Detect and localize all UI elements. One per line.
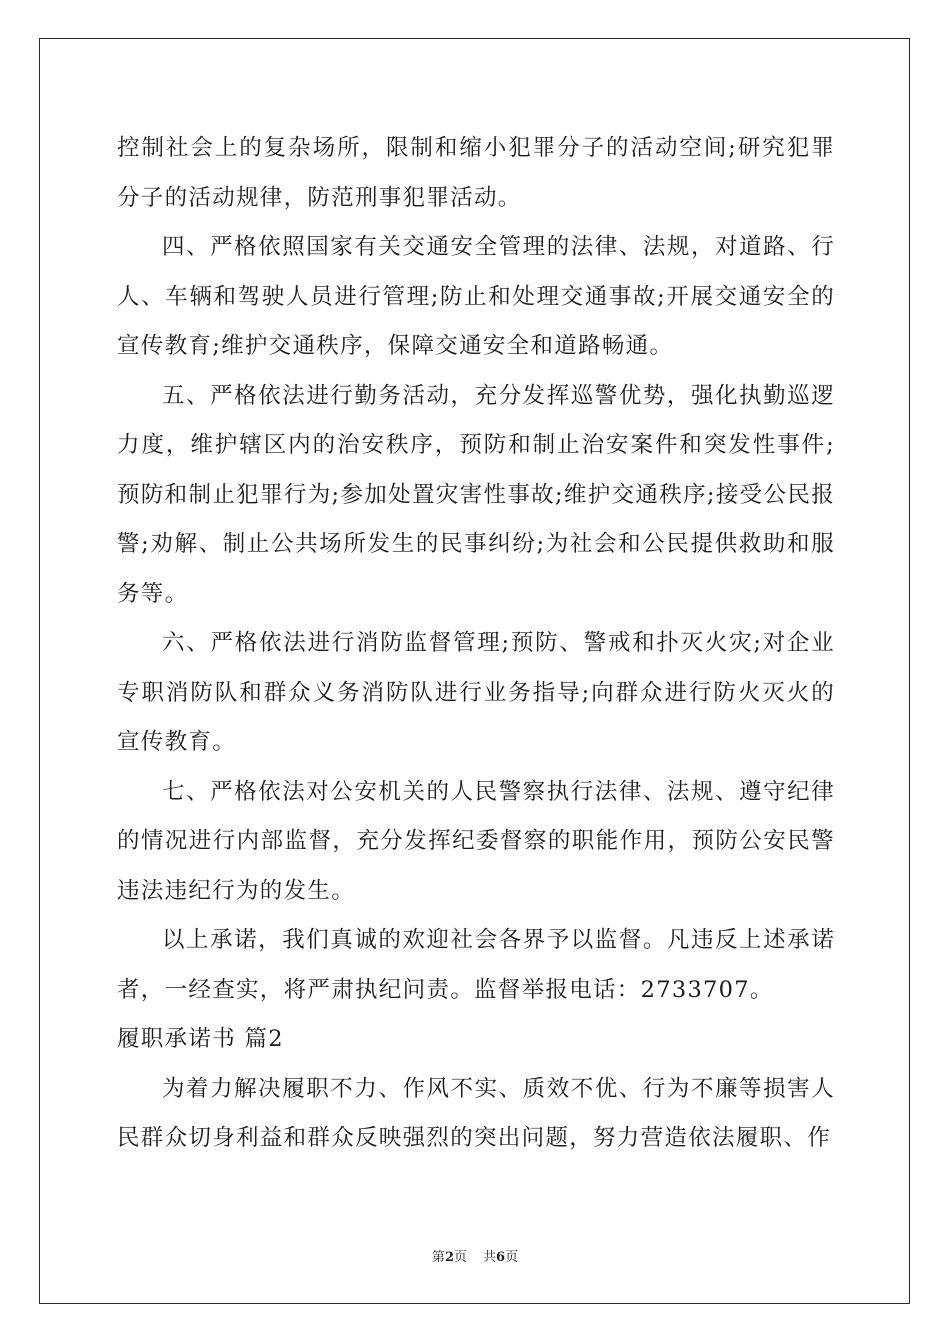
page-footer (0, 1246, 950, 1265)
paragraph-item-7: 七、严格依法对公安机关的人民警察执行法律、法规、遵守纪律的情况进行内部监督，充分发挥纪委督察的职能作用，预防公安民警违法违纪行为的发生。 (117, 778, 835, 904)
footer-page-current: 2 (444, 1250, 454, 1265)
footer-page-total: 6 (496, 1250, 506, 1265)
footer-page-unit: 页 (453, 1250, 467, 1265)
paragraph-intro: 为着力解决履职不力、作风不实、质效不优、行为不廉等损害人民群众切身利益和群众反映强烈的突出问题，努力营造依法履职、作 (117, 1075, 835, 1151)
paragraph-closing: 以上承诺，我们真诚的欢迎社会各界予以监督。凡违反上述承诺者，一经查实，将严肃执纪问责。监督举报电话：2733707。 (117, 927, 835, 1003)
paragraph-item-5: 五、严格依法进行勤务活动，充分发挥巡警优势，强化执勤巡逻力度，维护辖区内的治安秩序，预防和制止治安案件和突发性事件;预防和制止犯罪行为;参加处置灾害性事故;维护交通秩序;接受公民报警;劝解、制止公共场所发生的民事纠纷;为社会和公民提供救助和服务等。 (117, 382, 835, 607)
document-body (117, 124, 835, 1164)
paragraph-item-4: 四、严格依照国家有关交通安全管理的法律、法规，对道路、行人、车辆和驾驶人员进行管理;防止和处理交通事故;开展交通安全的宣传教育;维护交通秩序，保障交通安全和道路畅通。 (117, 234, 835, 359)
footer-total-unit: 页 (505, 1250, 519, 1265)
paragraph-item-6: 六、严格依法进行消防监督管理;预防、警戒和扑灭火灾;对企业专职消防队和群众义务消防队进行业务指导;向群众进行防火灭火的宣传教育。 (117, 630, 835, 755)
paragraph-continued: 控制社会上的复杂场所，限制和缩小犯罪分子的活动空间;研究犯罪分子的活动规律，防范刑事犯罪活动。 (117, 135, 835, 211)
section-heading: 履职承诺书 篇2 (117, 1026, 284, 1052)
footer-total-prefix: 共 (483, 1250, 497, 1265)
footer-page-prefix: 第 (431, 1250, 445, 1265)
